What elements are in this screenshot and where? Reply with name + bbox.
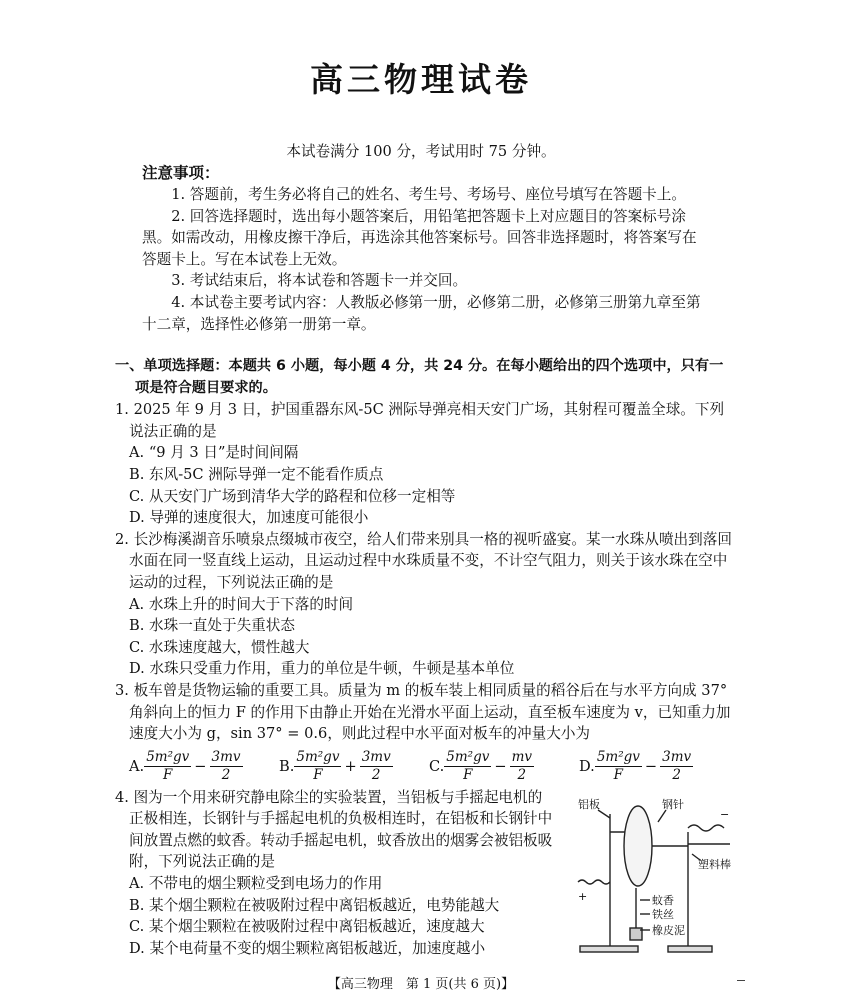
notice-item: 4. 本试卷主要考试内容：人教版必修第一册，必修第二册，必修第三册第九章至第十二章，选择性必修第一册第一章。 (142, 293, 701, 333)
denominator: F (313, 767, 323, 784)
notice-heading: 注意事项： (142, 164, 220, 182)
option-d: D. 导弹的速度很大，加速度可能很小 (129, 509, 369, 527)
notice-block (142, 162, 710, 335)
fraction (595, 749, 642, 784)
electrostatic-precipitator-figure (570, 788, 742, 964)
option-a: A. 不带电的烟尘颗粒受到电场力的作用 (129, 875, 383, 893)
question-4 (115, 787, 555, 960)
numerator: 3mv (361, 749, 391, 766)
question-2 (115, 529, 737, 680)
option-a (129, 749, 279, 784)
fraction (444, 749, 491, 784)
label-incense: 蚊香 (652, 894, 674, 907)
option-b: B. 某个烟尘颗粒在被吸附过程中离铝板越近，电势能越大 (129, 896, 500, 914)
numerator: 5m²gv (146, 749, 190, 766)
label-plastic-rod: 塑料棒 (698, 858, 731, 871)
question-stem: 4. 图为一个用来研究静电除尘的实验装置，当铝板与手摇起电机的正极相连，长钢针与手摇起电机的负极相连时，在铝板和长钢针中间放置点燃的蚊香。转动手摇起电机，蚊香放出的烟雾会被铝板吸附，下列说法正确的是 (115, 788, 553, 871)
page-footer: 【高三物理 第 1 页(共 6 页)】 (327, 977, 515, 992)
denominator: 2 (517, 767, 527, 784)
notice-item: 2. 回答选择题时，选出每小题答案后，用铅笔把答题卡上对应题目的答案标号涂黑。如需改动，用橡皮擦干净后，再选涂其他答案标号。回答非选择题时，将答案写在答题卡上。写在本试卷上无效。 (142, 207, 697, 268)
numerator: 5m²gv (446, 749, 490, 766)
option-c: C. 某个烟尘颗粒在被吸附过程中离铝板越近，速度越大 (129, 918, 485, 936)
label-steel-needle: 钢针 (662, 798, 684, 811)
option-c: C. 水珠速度越大，惯性越大 (129, 638, 310, 656)
numerator: 3mv (662, 749, 692, 766)
fraction (660, 749, 693, 784)
denominator: F (163, 767, 173, 784)
notice-item: 1. 答题前，考生务必将自己的姓名、考生号、考场号、座位号填写在答题卡上。 (171, 186, 686, 203)
option-label: B. (279, 757, 295, 775)
section-heading: 一、单项选择题：本题共 6 小题，每小题 4 分，共 24 分。在每小题给出的四个选项中，只有一项是符合题目要求的。 (115, 358, 724, 396)
question-1 (115, 399, 737, 529)
option-a: A. “9 月 3 日”是时间间隔 (129, 444, 299, 462)
option-c: C. 从天安门广场到清华大学的路程和位移一定相等 (129, 487, 456, 505)
fraction (510, 749, 534, 784)
label-negative: − (720, 808, 730, 821)
question-stem: 3. 板车曾是货物运输的重要工具。质量为 m 的板车装上相同质量的稻谷后在与水平方向成 37°角斜向上的恒力 F 的作用下由静止开始在光滑水平面上运动，直至板车速度为 v，已知重力加速度大小为 g，sin 37° = 0.6，则此过程中水平面对板车的冲量大小为 (115, 681, 731, 743)
option-label: A. (129, 757, 145, 775)
fraction (144, 749, 191, 784)
operator: − (644, 757, 658, 775)
fraction-options (115, 747, 737, 787)
denominator: 2 (221, 767, 231, 784)
operator: − (494, 757, 507, 775)
exam-title: 高三物理试卷 (310, 60, 532, 99)
exam-info: 本试卷满分 100 分，考试用时 75 分钟。 (286, 143, 556, 160)
numerator: 3mv (211, 749, 241, 766)
fraction (294, 749, 341, 784)
option-a: A. 水珠上升的时间大于下落的时间 (129, 595, 354, 613)
denominator: F (463, 767, 473, 784)
corner-dash (737, 980, 745, 981)
option-label: D. (579, 757, 595, 775)
option-b (279, 749, 429, 784)
denominator: F (613, 767, 624, 784)
label-iron-wire: 铁丝 (652, 908, 674, 921)
question-3 (115, 680, 737, 787)
operator: − (194, 757, 207, 775)
fraction (210, 749, 243, 784)
notice-item: 3. 考试结束后，将本试卷和答题卡一并交回。 (171, 272, 468, 290)
label-clay: 橡皮泥 (652, 924, 685, 937)
option-d: D. 某个电荷量不变的烟尘颗粒离铝板越近，加速度越小 (129, 939, 486, 957)
option-d: D. 水珠只受重力作用，重力的单位是牛顿，牛顿是基本单位 (129, 660, 515, 678)
fraction (360, 749, 393, 784)
operator: + (344, 757, 357, 775)
numerator: mv (511, 749, 533, 766)
denominator: 2 (371, 767, 381, 784)
question-stem: 2. 长沙梅溪湖音乐喷泉点缀城市夜空，给人们带来别具一格的视听盛宴。某一水珠从喷出到落回水面在同一竖直线上运动，且运动过程中水珠质量不变，不计空气阻力，则关于该水珠在空中运动的过程，下列说法正确的是 (115, 530, 732, 591)
label-aluminum-plate: 铝板 (578, 798, 600, 811)
numerator: 5m²gv (596, 749, 640, 766)
option-d (579, 749, 729, 784)
denominator: 2 (672, 767, 681, 784)
option-c (429, 749, 579, 784)
numerator: 5m²gv (296, 749, 340, 766)
question-stem: 1. 2025 年 9 月 3 日，护国重器东风-5C 洲际导弹亮相天安门广场，其射程可覆盖全球。下列说法正确的是 (115, 401, 725, 440)
option-b: B. 水珠一直处于失重状态 (129, 617, 295, 635)
option-b: B. 东风-5C 洲际导弹一定不能看作质点 (129, 465, 384, 483)
label-positive: + (578, 890, 588, 903)
option-label: C. (429, 757, 445, 775)
